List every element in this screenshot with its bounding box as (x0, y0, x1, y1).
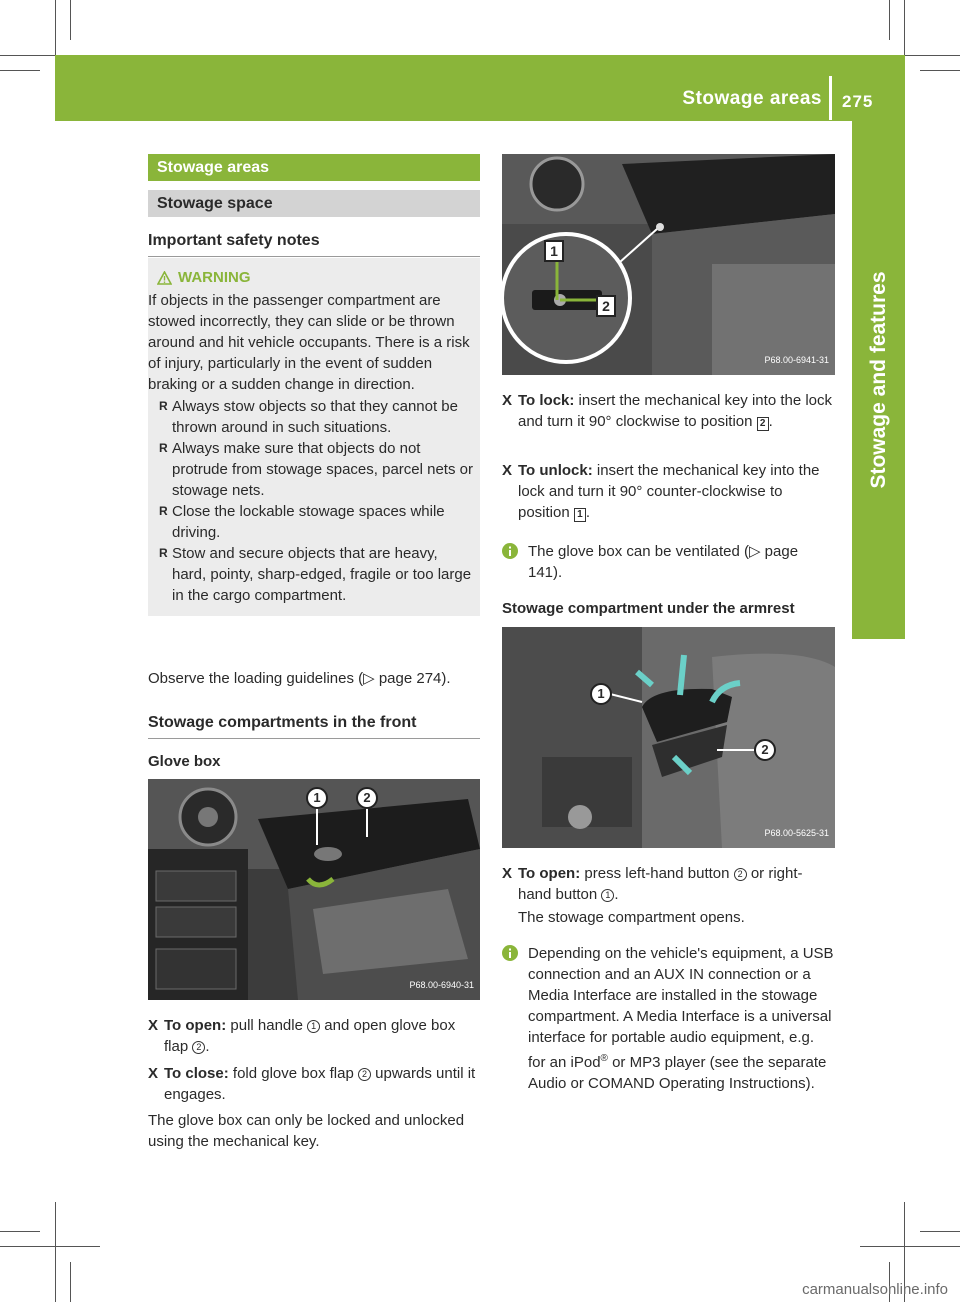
glove-open-step: X To open: pull handle 1 and open glove box flap 2 . (148, 1017, 456, 1055)
info-icon (502, 945, 518, 961)
page-number: 275 (842, 92, 874, 111)
armrest-photo (502, 627, 835, 848)
watermark: carmanualsonline.info (802, 1281, 948, 1298)
glove-close-step: X To close: fold glove box flap 2 upwards until it engages. (148, 1065, 476, 1103)
glove-lock-photo (502, 154, 835, 375)
crop-mark (0, 1246, 100, 1247)
unlock-step: X To unlock: insert the mechanical key into the lock and turn it 90° counter-clockwise to position 1 . (502, 462, 820, 521)
subsection-heading: Stowage space (148, 190, 480, 217)
warning-text: If objects in the passenger compartment are stowed incorrectly, they can slide or be thrown around and hit vehicle occupants. There is a risk of injury, particularly in the event of sudden braking or a sudden change in direction. (148, 292, 470, 393)
crop-mark (889, 0, 890, 40)
warning-box (148, 258, 480, 616)
crop-mark (70, 1262, 71, 1302)
header-separator (829, 76, 832, 120)
step-marker: X (148, 1065, 159, 1082)
step-marker: X (502, 865, 513, 882)
step-marker: X (502, 392, 513, 409)
chapter-tab-label: Stowage and features (866, 271, 890, 489)
section-heading: Stowage areas (148, 154, 480, 181)
glove-lock-note: The glove box can only be locked and unlocked using the mechanical key. (148, 1112, 465, 1150)
lock-step: X To lock: insert the mechanical key into the lock and turn it 90° clockwise to position 2 . (502, 392, 833, 430)
armrest-open-step: X To open: press left-hand button 2 or right-hand button 1 . (502, 865, 803, 903)
crop-mark (0, 1231, 40, 1232)
safety-heading: Important safety notes (148, 230, 480, 257)
photo-code: P68.00-6940-31 (409, 980, 474, 990)
callout-2: 2 (356, 787, 378, 809)
callout-1: 1 (306, 787, 328, 809)
warning-triangle-icon (157, 271, 172, 285)
loading-note: Observe the loading guidelines (▷ page 274). (148, 670, 451, 687)
crop-mark (920, 70, 960, 71)
callout-1: 1 (544, 240, 564, 262)
crop-mark (55, 1202, 56, 1302)
crop-mark (920, 1231, 960, 1232)
photo-code: P68.00-6941-31 (764, 355, 829, 365)
ventilation-info: The glove box can be ventilated (▷ page 141). (502, 541, 835, 583)
warning-bullet: R Always make sure that objects do not protrude from stowage spaces, parcel nets or stowage nets. (148, 438, 474, 501)
glove-box-heading: Glove box (148, 753, 221, 770)
info-icon (502, 543, 518, 559)
warning-title-row (148, 267, 474, 288)
step-marker: X (148, 1017, 159, 1034)
warning-bullet: R Always stow objects so that they cannot be thrown around in such situations. (148, 396, 474, 438)
warning-bullet-list (148, 396, 474, 606)
warning-title: WARNING (178, 269, 251, 286)
crop-mark (70, 0, 71, 40)
warning-bullet: R Close the lockable stowage spaces while driving. (148, 501, 474, 543)
callout-1: 1 (590, 683, 612, 705)
running-header-title: Stowage areas (682, 88, 822, 109)
warning-bullet: R Stow and secure objects that are heavy, hard, pointy, sharp-edged, fragile or too large in the cargo compartment. (148, 543, 474, 606)
step-marker: X (502, 462, 513, 479)
photo-code: P68.00-5625-31 (764, 828, 829, 838)
front-compartments-heading: Stowage compartments in the front (148, 712, 480, 739)
usb-info: Depending on the vehicle's equipment, a USB connection and an AUX IN connection or a Media Interface are installed in the stowage compartment. A Media Interface is a universal interface for portable audio equipment, e.g. for an iPod® or MP3 player (see the separate Audio or COMAND Operating Instructions). (502, 943, 835, 1094)
crop-mark (0, 70, 40, 71)
glove-box-photo (148, 779, 480, 1000)
callout-2: 2 (754, 739, 776, 761)
armrest-heading: Stowage compartment under the armrest (502, 600, 795, 617)
callout-2: 2 (596, 295, 616, 317)
armrest-opens-result: The stowage compartment opens. (518, 909, 745, 926)
crop-mark (860, 1246, 960, 1247)
